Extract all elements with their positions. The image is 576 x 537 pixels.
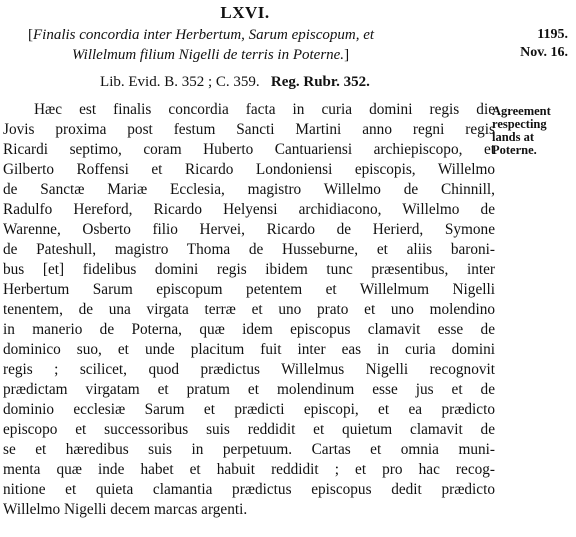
body-text-line: bus [et] fidelibus domini regis ibidem tunc præsentibus, inter	[3, 261, 495, 278]
sidenote-line: respecting	[492, 117, 547, 131]
sidenote-line: lands at	[492, 130, 535, 144]
rubric-text-2: Willelmum filium Nigelli de terris in Poterne.	[72, 47, 345, 63]
body-text-line: regis ; scilicet, quod prædictus Willelmus Nigelli recognovit	[3, 361, 495, 378]
ref-reg-rubr: Reg. Rubr. 352.	[270, 74, 370, 90]
sidenote-line: Agreement	[492, 104, 551, 118]
body-text-line: se et hæredibus suis in perpetuum. Cartas et omnia muni-	[3, 441, 495, 458]
body-text-line: Warenne, Osberto filio Hervei, Ricardo de Herierd, Symone	[3, 221, 495, 238]
body-text-line: Herbertum Sarum episcopum petentem et Willelmum Nigelli	[3, 281, 495, 298]
body-text-line: Jovis proxima post festum Sancti Martini anno regni regis	[3, 121, 495, 138]
body-text-line: Hæc est finalis concordia facta in curia domini regis die	[34, 101, 495, 118]
body-text-line: in manerio de Poterna, quæ idem episcopus clamavit esse de	[3, 321, 495, 338]
body-text-line: episcopo et successoribus suis reddidit et quietum clamavit de	[3, 421, 495, 438]
body-text-line: dominio ecclesiæ Sarum et prædicti episcopi, et ea prædicto	[3, 401, 495, 418]
body-text-line: de Sanctæ Mariæ Ecclesia, magistro Willelmo de Chinnill,	[3, 181, 495, 198]
rubric-open-bracket: [	[28, 27, 33, 43]
body-text-line: Willelmo Nigelli decem marcas argenti.	[3, 501, 248, 518]
body-text-line: dominico suo, et unde placitum fuit inter eas in curia domini	[3, 341, 495, 358]
body-text-line: Gilberto Roffensi et Ricardo Londoniensi episcopis, Willelmo	[3, 161, 495, 178]
date-year: 1195.	[537, 27, 568, 42]
source-references	[0, 74, 470, 91]
body-text-line: de Pateshull, magistro Thoma de Husseburne, et aliis baroni-	[3, 241, 495, 258]
body-text-line: Ricardi septimo, coram Huberto Cantuariensi archiepiscopo, et	[3, 141, 495, 158]
rubric-line-2	[72, 47, 349, 64]
rubric-close-bracket: ]	[344, 47, 350, 63]
date-day: Nov. 16.	[520, 45, 568, 60]
rubric-line-1	[28, 27, 374, 44]
ref-lib-evid: Lib. Evid. B. 352 ; C. 359.	[100, 74, 260, 90]
rubric-text-1: Finalis concordia inter Herbertum, Sarum episcopum, et	[33, 27, 375, 43]
body-text-line: Radulfo Hereford, Ricardo Helyensi archidiacono, Willelmo de	[3, 201, 495, 218]
body-text-line: menta quæ inde habet et habuit reddidit ; et pro hac recog-	[3, 461, 495, 478]
body-text-line: prædictam virgatam et pratum et molendinum esse jus et de	[3, 381, 495, 398]
body-text-line: nitione et quieta clamantia prædictus episcopus dedit prædicto	[3, 481, 495, 498]
document-number-heading: LXVI.	[220, 3, 270, 22]
body-text-line: tenentem, de una virgata terræ et uno prato et uno molendino	[3, 301, 495, 318]
sidenote-line: Poterne.	[492, 143, 537, 157]
